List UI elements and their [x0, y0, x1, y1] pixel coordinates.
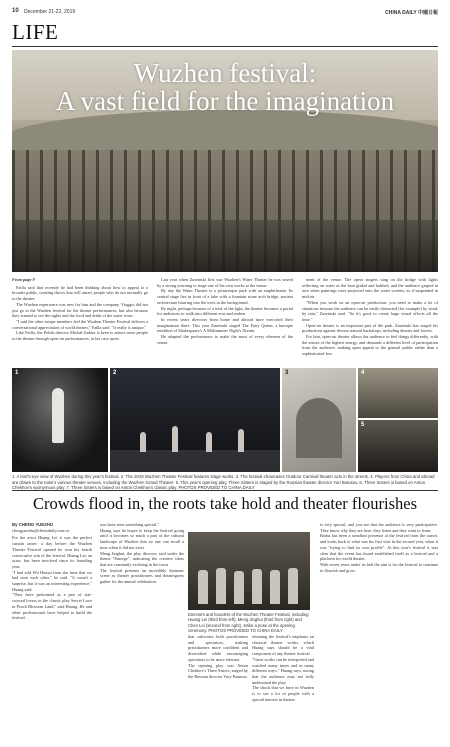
person-figure [234, 571, 244, 604]
person-figure [252, 569, 262, 604]
second-article-col-1 [12, 522, 92, 621]
paragraph: Meng Jinghui, the play director, said under the theme "Emerge", indicating the creative ideas that are constantly evolving in the town. [100, 550, 184, 567]
paragraph: The festival presents an incredibly dynamic scene as theater practitioners and theatergoers gather for the annual celebration. [100, 567, 184, 585]
paragraph: retaining the festival's emphasis on classical theater works, which Huang says should be a vital component of any theater festival. [252, 634, 314, 657]
founders-caption [188, 612, 310, 633]
newspaper-name-cn: 中國日報 [417, 10, 438, 16]
photo-credit: PHOTOS PROVIDED TO CHINA DAILY [208, 627, 283, 633]
top-article [12, 277, 438, 365]
author-email: chengyuezhu@chinadaily.com.cn [12, 527, 70, 533]
photo-number: 3 [285, 370, 289, 376]
photo-credit: PHOTOS PROVIDED TO CHINA DAILY [178, 485, 255, 491]
byline: By CHENG YUEZHU [12, 522, 53, 527]
page-number: 10 [12, 8, 19, 14]
headline-line-1: Wuzhen festival: [133, 58, 317, 88]
issue-date: December 21-22, 2019 [24, 9, 76, 15]
second-article-col-3 [188, 634, 248, 680]
paragraph: By night, perhaps because of a trick of the light, the theater becomes a portal for audiences to walk into different eras and realms. [157, 305, 293, 317]
paragraph: Last year when Zaseinski first saw Wuzhen's Water Theater he was seized by a strong yearning to stage one of his own works at the venue. [157, 277, 293, 288]
second-article-col-4 [252, 634, 314, 702]
photo-number: 5 [361, 422, 365, 428]
story-divider [12, 490, 438, 491]
person-figure [216, 568, 226, 604]
paragraph: "They have performed as a pair of star-crossed lovers in the classic play Secret Love in Peach Blossom Land," said Huang. He and other professionals have helped to build the festival. [12, 592, 92, 621]
top-article-col-3 [302, 277, 438, 357]
newspaper-name: CHINA DAILY 中國日報 [385, 10, 438, 16]
photo-stage-performance [110, 368, 280, 472]
performer-figure [140, 432, 146, 452]
second-headline: Crowds flood in, the roots take hold and theater flourishes [32, 494, 417, 513]
paragraph: "I had told Wu Huayu from the time that we had seen each other," he said. "It wasn't a surprise, but it was an interesting experience," Huang said. [12, 569, 92, 592]
top-article-col-1 [12, 277, 148, 342]
paragraph: "Great works can be interpreted and watched many times and in many different ways," Huang says, noting that the audience may not fully understand the play. [252, 656, 315, 685]
second-article-col-5 [320, 522, 438, 573]
photo-opening-play [358, 420, 438, 472]
paragraph: With seven years under its belt the aim is for the festival to continue to flourish and grow. [320, 561, 438, 573]
photo-dancer [12, 368, 108, 472]
stage-floor [110, 450, 280, 472]
caption-text: 1. A bird's-eye view of Wuzhen during this year's festival. 2. The 2019 Wuzhen Theater Festival features stage works. 3. The festival showcases Outdoor Carnival theater acts in the streets. 4. Players from China and abroad are drawn to the town's various theater venues, including the Wuzhen Grand Theater. 5. This year's opening play, Three Sisters is staged by the Russian theater director Yuri Butusov. 6. Three Sisters is based on Anton Chekhov's eponymous play. 7. Three Sisters is based on Anton Chekhov's classic play. [12, 474, 435, 491]
paragraph: By day the Water Theater is a picturesque park with an amphitheater. Its central stage lies in front of a lake with a fountain stone arch bridge, ancient architecture blurring into the trees in the background. [157, 288, 293, 305]
performer-figure [238, 429, 244, 452]
photo-number: 4 [361, 370, 365, 376]
photo-mosaic [12, 368, 438, 472]
headline-line-2: A vast field for the imagination [55, 86, 395, 116]
paragraph: Failla said that recently he had been thinking about how to appeal to a broader public, creating shows that will attract people who do not normally go to the theater. [12, 284, 148, 302]
paragraph: Barba has been a steadfast presence at the festival from the outset, and looks back to what was his first visit in the second year, when it was "trying to find its own profile". At this year's festival it was clear that the event has found established itself as a festival and a platform for world theater. [320, 533, 438, 562]
paragraph: The Wuzhen experience was new for him and the company. Viaggio did not just go to the Wuzhen festival for the theater performances, but also because they wanted to see the sights and the food and drink of the water town. [12, 301, 148, 319]
caption-text: Directors and founders of the Wuzhen Theater Festival, including Huang Lei (third from left), Meng Jinghui (third from right) and Chen Lei (second from right), strike a pose at the opening ceremony. [188, 612, 309, 633]
photo-number: 2 [113, 370, 117, 376]
mosaic-caption [12, 474, 438, 491]
person-figure [198, 570, 208, 604]
paragraph: In recent years directors from home and abroad have exercised their imaginations there. This year Zaseinski staged The Fairy Queen, a baroque rendition of Shakespeare's A Midsummer Night's Dream. [157, 316, 293, 334]
paragraph: is very special, and you see that the audience is very participative. They know why they are here, they listen and they want to learn. [320, 522, 438, 533]
section-rule [12, 46, 438, 47]
paragraph: The opening play was Anton Chekhov's Three Sisters, staged by the Russian director Yury Butusov. [188, 662, 249, 679]
paragraph: He adapted the performance to make the most of every element of the venue. [157, 334, 293, 345]
paragraph: Like Failla, the Polish director Michał Zadara is keen to attract more people to the theater through open-air performances, in his case spots. [12, 330, 148, 342]
person-figure [270, 570, 280, 604]
paragraph: The shock that we have in Wuzhen is to see a lot of people with a special interest in theater. [252, 685, 314, 702]
person-figure [288, 568, 298, 604]
photo-number: 1 [15, 370, 19, 376]
stone-arch [296, 398, 342, 458]
photo-theater-venue [358, 368, 438, 418]
paragraph: For the actor Huang Lei it was the perfect curtain raiser: a day before the Wuzhen Theater Festival opened he won his fourth consecutive win of the festival. Huang Lei, an actor, has been involved since its founding year. [12, 535, 92, 569]
performer-figure [172, 426, 178, 452]
paragraph: ment of the venue. The opera singers sang on the bridge with lights reflecting on water as the boat glided and bobbed, and the audience gasped in awe when paintings were projected onto the water screens, as if suspended in mid-air. [302, 277, 438, 300]
continued-from: From page 9 [12, 277, 35, 282]
paragraph: Huang says he hopes to keep the festival going until it becomes so much a part of the cultural landscape of Wuzhen that no one can recall a time when it did not exist. [100, 527, 184, 550]
hero-photo [12, 50, 438, 272]
section-title: LIFE [12, 20, 59, 44]
paragraph: that cultivates both practitioners and spectators, making practitioners more confident and diversified while encouraging spectators to be more tolerant. [188, 634, 248, 662]
dancer-figure [52, 388, 64, 443]
paragraph: Open-air theater is an important part of the park. Zaseinski has staged his productions against diverse natural backdrops, including deserts and forests. [302, 322, 438, 334]
paragraph: "I said the other troupe members feel the Wuzhen Theater Festival delivers a conversational appreciation of world theater," Failla said. "It really is unique." [12, 318, 148, 330]
hero-canal [12, 220, 438, 272]
paragraph: you have seen something special." [100, 522, 160, 527]
photo-street-performance [282, 368, 356, 472]
performer-figure [206, 432, 212, 452]
masthead-bar [12, 8, 438, 18]
photo-festival-founders [188, 532, 310, 610]
paragraph: "When you work on an open-air production, you need to make a lot of situations because the audience can be easily distracted (for example) by wind, by rain," Zaseinski said. "So it's good to create large visual effects all the time." [302, 299, 438, 322]
top-article-col-2 [157, 277, 293, 345]
second-article-col-2 [100, 522, 184, 585]
paragraph: For him, open-air theater allows the audience to feel things differently, with the senses of the highest energy, and demands a different level of participation from the audience, making open appeal to the general public rather than a sophisticated few. [302, 334, 438, 357]
